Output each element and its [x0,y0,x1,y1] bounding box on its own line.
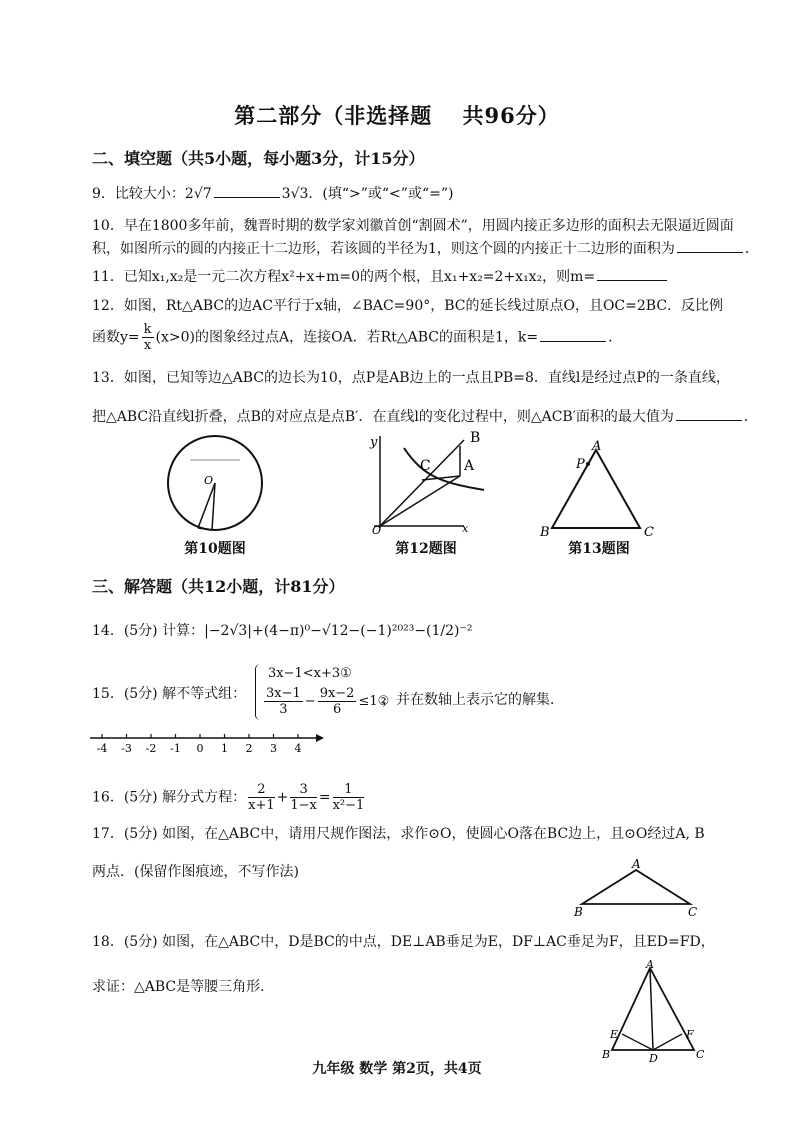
figure-13-caption: 第13题图 [568,541,630,557]
label-c: C [696,1048,705,1061]
question-15-prefix: 15．(5分) 解不等式组： [92,686,247,702]
eq-frac-1 [248,782,275,813]
polygon-edge [198,528,212,530]
number-line-tick-label: 2 [245,742,253,755]
label-a: A [646,958,654,971]
eq-frac-1-den: x+1 [248,798,275,813]
question-9 [92,183,453,204]
number-line-tick-label: 0 [196,742,204,755]
question-11 [92,266,669,287]
question-16: 16．(5分) 解分式方程： $\frac{2}{x+1}$ + $\frac{3}{1-x}$ = $\frac{1}{\text{x²−1}}$ [92,782,365,813]
ineq2-tail: ≤1② [358,694,390,709]
number-line-arrow [316,734,324,742]
ineq2-frac-2-num: 9x−2 [319,686,355,701]
question-13-line-1: 13．如图，已知等边△ABC的边长为10，点P是AB边上的一点且PB=8．直线l是经过点P的一条直线， [92,370,730,386]
number-line-tick-label: 1 [221,742,228,755]
question-17-line-1: 17．(5分) 如图，在△ABC中，请用尺规作图法，求作⊙O，使圆心O落在BC边上，且⊙O经过A, B [92,826,705,842]
figure-10-circle [160,430,270,540]
fraction-numerator: k [143,322,152,337]
page-footer: 九年级 数学 第2页，共4页 [312,1061,482,1077]
label-o: O [204,474,214,487]
answer-blank-9[interactable] [214,183,280,198]
fraction-k-over-x [142,322,154,353]
section-heading-fill-in: 二、填空题（共5小题，每小题3分，计15分） [92,149,425,168]
perpendicular-df [653,1034,682,1050]
question-14-prefix: 14．(5分) 计算： [92,623,205,639]
figure-10-caption: 第10题图 [184,541,246,557]
question-10-line-2-text: 积，如图所示的圆的内接正十二边形，若该圆的半径为1，则这个圆的内接正十二边形的面积为 [92,241,675,257]
label-c: C [420,458,431,474]
figure-18-triangle [598,958,718,1062]
page-title: 第二部分（非选择题 共96分） [234,103,560,128]
number-line-tick-label: -3 [121,742,132,755]
ineq2-frac-1-num: 3x−1 [266,686,301,701]
label-b: B [540,525,550,540]
figure-12-caption: 第12题图 [395,541,457,557]
fraction-denominator: x [143,338,152,353]
label-p: P [576,457,585,472]
label-c: C [688,905,698,918]
line-oa [380,476,460,526]
question-12-line-1: 12．如图，Rt△ABC的边AC平行于x轴，∠BAC=90°，BC的延长线过原点O，且OC=2BC．反比例 [92,298,724,314]
label-a: A [592,440,602,454]
label-e: E [610,1028,619,1041]
question-12-line-2: 函数y= $\frac{k}{x}$ (x>0)的图象经过点A，连接OA．若Rt△ABC的面积是1，k= ． [92,322,623,353]
question-12-line-2-text: (x>0)的图象经过点A，连接OA．若Rt△ABC的面积是1，k= [155,329,539,346]
ineq2-frac-1-den: 3 [279,702,288,717]
number-line-ticks [97,734,302,755]
question-13-line-2-text: 把△ABC沿直线l折叠，点B的对应点是点B′．在直线l的变化过程中，则△ACB′面积的最大值为 [92,409,674,425]
inequality-1: 3x−1<x+3① [268,666,352,681]
eq-frac-3 [333,782,365,813]
ineq2-frac-1 [264,686,303,717]
question-13-line-2: 把△ABC沿直线l折叠，点B的对应点是点B′．在直线l的变化过程中，则△ACB′面积的最大值为 ． [92,406,758,427]
question-18-line-2: 求证：△ABC是等腰三角形． [92,979,275,995]
question-14-expression: |−2√3|+(4−π)⁰−√12−(−1)²⁰²³−(1/2)⁻² [204,623,473,639]
label-c: C [644,525,654,540]
label-a: A [632,858,641,871]
question-10-line-2: 积，如图所示的圆的内接正十二边形，若该圆的半径为1，则这个圆的内接正十二边形的面积为 ． [92,238,759,259]
number-line-tick-label: -1 [170,742,181,755]
number-line-tick-label: -4 [96,742,108,755]
question-10-line-1: 10．早在1800多年前，魏晋时期的数学家刘徽首创“割圆术”，用圆内接正多边形的面积去无限逼近圆面 [92,218,734,234]
answer-blank-11[interactable] [597,266,667,281]
inequality-2: $\frac{3x-1}{3}$ − $\frac{9x-2}{6}$ ≤1② [266,686,390,717]
eq-frac-3-num: 1 [333,782,365,798]
eq-frac-2-num: 3 [290,782,317,798]
answer-blank-12[interactable] [540,327,606,342]
eq-frac-2-den: 1−x [290,798,317,813]
ineq2-frac-2 [318,686,357,717]
label-a: A [464,458,475,474]
number-line-tick-label: 3 [270,742,277,755]
median-ad [650,968,653,1050]
ineq2-frac-2-den: 6 [332,702,342,717]
label-d: D [649,1052,658,1062]
label-o: O [372,524,382,537]
figure-17-triangle [570,858,704,918]
label-b: B [574,905,583,918]
question-15-suffix: ，并在数轴上表示它的解集． [382,692,564,708]
answer-blank-10[interactable] [677,238,743,253]
system-brace [255,664,260,720]
question-9-rest: 3√3．(填“>”或“<”或“=”) [281,186,454,202]
question-14 [92,621,473,641]
question-9-prefix: 9．比较大小：2√7 [92,186,212,202]
label-b: B [602,1048,611,1061]
perpendicular-de [622,1034,653,1050]
figure-12-graph [364,428,488,538]
number-line-tick-label: 4 [294,742,302,755]
question-17-line-2: 两点．(保留作图痕迹，不写作法) [92,864,299,880]
question-16-prefix: 16．(5分) 解分式方程： [92,789,247,806]
label-x: x [462,522,469,535]
figure-13-triangle [538,440,662,540]
eq-frac-2 [290,782,317,813]
label-f: F [686,1028,694,1041]
answer-blank-13[interactable] [676,406,742,421]
triangle-abc [582,870,690,904]
section-heading-solutions: 三、解答题（共12小题，计81分） [92,577,345,596]
question-12-func-prefix: 函数y= [92,329,140,346]
triangle-abc [552,450,640,528]
question-18-line-1: 18．(5分) 如图，在△ABC中，D是BC的中点，DE⊥AB垂足为E，DF⊥AC垂足为F，且ED=FD， [92,934,715,950]
label-b: B [470,430,481,446]
label-y: y [370,435,378,450]
eq-frac-1-num: 2 [248,782,275,798]
number-line-tick-label: -2 [145,742,157,755]
number-line[interactable] [88,728,328,758]
eq-frac-3-den: x²−1 [332,798,365,813]
question-11-text: 11．已知x₁,x₂是一元二次方程x²+x+m=0的两个根，且x₁+x₂=2+x₁x₂，则m= [92,269,596,285]
point-p [586,462,590,466]
